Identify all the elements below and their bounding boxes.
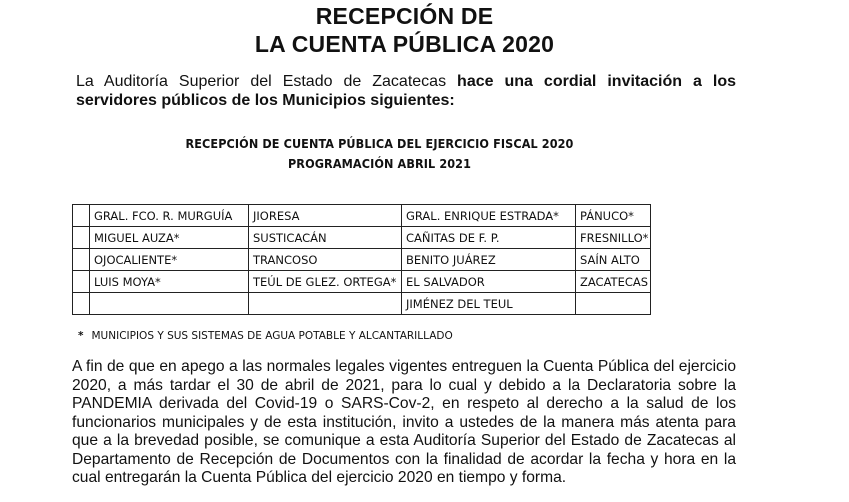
table-cell: SAÍN ALTO — [576, 249, 651, 271]
table-footnote — [78, 330, 453, 342]
table-cell: ZACATECAS — [576, 271, 651, 293]
table-cell: EL SALVADOR — [402, 271, 576, 293]
table-heading: RECEPCIÓN DE CUENTA PÚBLICA DEL EJERCICIO FISCAL 2020 — [185, 136, 574, 151]
table-cell-blank — [73, 249, 90, 271]
table-cell: BENITO JUÁREZ — [402, 249, 576, 271]
intro-bold-text: hace una cordial invitación a los servidores públicos de los Municipios siguientes: — [76, 73, 736, 109]
table-subheading: PROGRAMACIÓN ABRIL 2021 — [287, 156, 472, 171]
table-row — [73, 271, 651, 293]
intro-plain-text: La Auditoría Superior del Estado de Zacatecas — [76, 73, 447, 90]
table-cell: GRAL. ENRIQUE ESTRADA* — [402, 205, 576, 227]
table-cell-blank — [73, 293, 90, 315]
document-title-line-1: RECEPCIÓN DE — [315, 3, 494, 29]
table-cell: MIGUEL AUZA* — [90, 227, 249, 249]
table-cell-blank — [73, 205, 90, 227]
document-title-line-2: LA CUENTA PÚBLICA 2020 — [254, 31, 555, 57]
table-cell: TRANCOSO — [249, 249, 402, 271]
footnote-marker: * — [78, 330, 84, 342]
municipalities-table — [72, 204, 651, 315]
table-cell-blank — [73, 271, 90, 293]
table-cell — [249, 293, 402, 315]
table-cell — [90, 293, 249, 315]
table-cell-blank — [73, 227, 90, 249]
intro-paragraph — [76, 72, 736, 110]
table-cell: PÁNUCO* — [576, 205, 651, 227]
table-cell: OJOCALIENTE* — [90, 249, 249, 271]
table-cell: FRESNILLO* — [576, 227, 651, 249]
table-row — [73, 249, 651, 271]
table-cell: LUIS MOYA* — [90, 271, 249, 293]
body-paragraph: A fin de que en apego a las normales legales vigentes entreguen la Cuenta Pública del ejercicio 2020, a más tardar el 30 de abril de 2021, para lo cual y debido a la Declaratoria sobre la PANDEMIA derivada del Covid-19 o SARS-Cov-2, en respeto al derecho a la salud de los funcionarios municipales y de esta institución, invito a ustedes de la manera más atenta para que a la brevedad posible, se comunique a esta Auditoría Superior del Estado de Zacatecas al Departamento de Recepción de Documentos con la finalidad de acordar la fecha y hora en la cual entregarán la Cuenta Pública del ejercicio 2020 en tiempo y forma. — [72, 358, 736, 486]
table-cell — [576, 293, 651, 315]
table-cell: SUSTICACÁN — [249, 227, 402, 249]
table-cell: TEÚL DE GLEZ. ORTEGA* — [249, 271, 402, 293]
table-cell: CAÑITAS DE F. P. — [402, 227, 576, 249]
table-cell: JIMÉNEZ DEL TEUL — [402, 293, 576, 315]
table-row — [73, 227, 651, 249]
table-cell: JIORESA — [249, 205, 402, 227]
table-cell: GRAL. FCO. R. MURGUÍA — [90, 205, 249, 227]
table-row — [73, 293, 651, 315]
footnote-text: MUNICIPIOS Y SUS SISTEMAS DE AGUA POTABLE Y ALCANTARILLADO — [91, 330, 453, 342]
table-row — [73, 205, 651, 227]
